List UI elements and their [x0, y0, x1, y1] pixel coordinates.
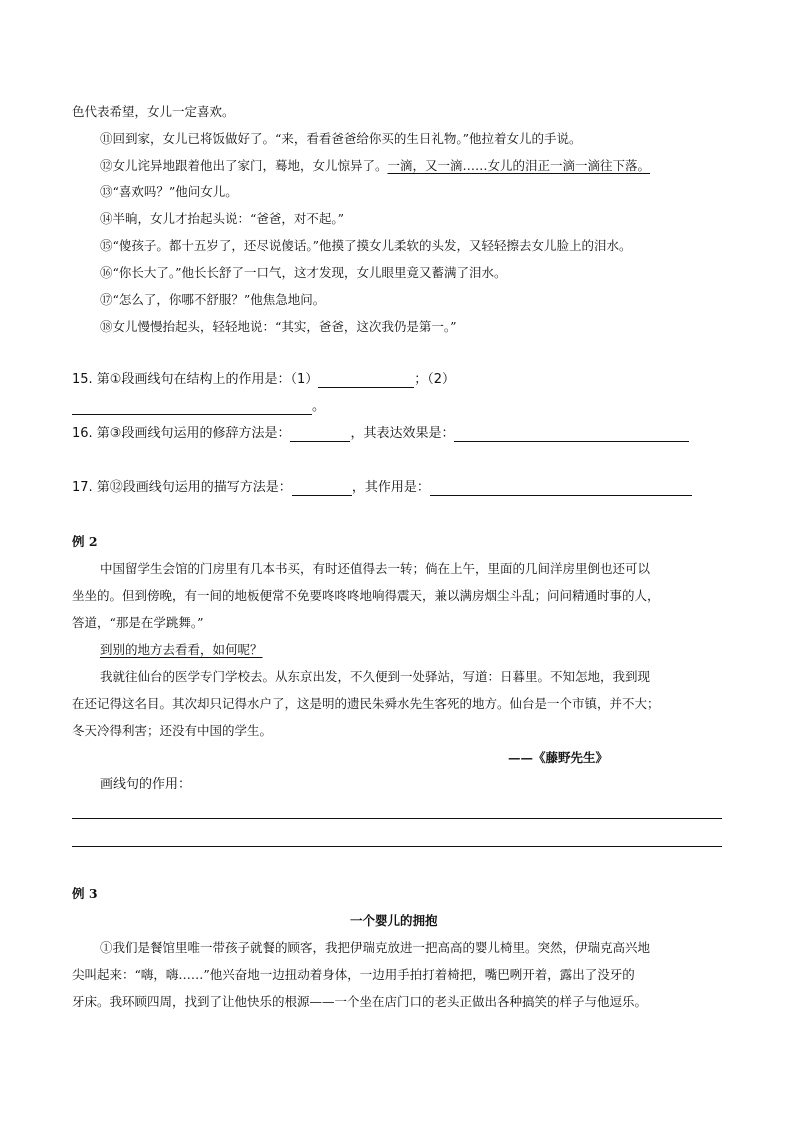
passage-line: 中国留学生会馆的门房里有几本书买，有时还值得去一转；倘在上午，里面的几间洋房里倒也还可以	[100, 561, 651, 576]
passage-line: ①我们是餐馆里唯一带孩子就餐的顾客，我把伊瑞克放进一把高高的婴儿椅里。突然，伊瑞克高兴地	[100, 940, 651, 955]
answer-blank[interactable]	[290, 427, 350, 442]
question-text: 17. 第⑫段画线句运用的描写方法是：	[72, 480, 292, 495]
underlined-sentence: 一滴，又一滴……女儿的泪正一滴一滴往下落。	[387, 158, 651, 173]
question-text: ，其作用是：	[351, 480, 430, 495]
passage-line: 坐坐的。但到傍晚，有一间的地板便常不免要咚咚咚地响得震天，兼以满房烟尘斗乱；问问精通时事的人，	[72, 588, 660, 603]
question-15-continued	[72, 399, 325, 415]
answer-line[interactable]	[72, 846, 722, 847]
question-15	[72, 372, 455, 388]
story-line: ⑭半晌，女儿才抬起头说：“爸爸，对不起。”	[100, 211, 345, 226]
story-line	[100, 158, 650, 174]
example-3-heading: 例 3	[72, 886, 98, 901]
passage-line: 牙床。我环顾四周，找到了让他快乐的根源——一个坐在店门口的老头正做出各种搞笑的样子与他逗乐。	[72, 994, 648, 1009]
question-text: 16. 第③段画线句运用的修辞方法是：	[72, 426, 291, 441]
story-line: ⑮“傻孩子。都十五岁了，还尽说傻话。”他摸了摸女儿柔软的头发，又轻轻擦去女儿脸上的泪水。	[100, 238, 632, 253]
passage-line: 我就往仙台的医学专门学校去。从东京出发，不久便到一处驿站，写道：日暮里。不知怎地，我到现	[100, 669, 651, 684]
answer-prompt: 画线句的作用：	[100, 777, 192, 792]
story-line: ⑱女儿慢慢抬起头，轻轻地说：“其实，爸爸，这次我仍是第一。”	[100, 319, 457, 334]
story-line: ⑯“你长大了。”他长长舒了一口气，这才发现，女儿眼里竟又蓄满了泪水。	[100, 265, 507, 280]
passage-line: 冬天冷得利害；还没有中国的学生。	[72, 723, 273, 738]
answer-blank[interactable]	[72, 400, 312, 415]
answer-blank[interactable]	[430, 481, 692, 496]
question-text: ，其表达效果是：	[350, 426, 455, 441]
passage-title: 一个婴儿的拥抱	[350, 913, 438, 928]
answer-blank[interactable]	[292, 481, 352, 496]
example-2-heading: 例 2	[72, 534, 98, 549]
question-text: ；（2）	[414, 372, 456, 387]
story-text: ⑫女儿诧异地跟着他出了家门，蓦地，女儿惊异了。	[100, 158, 388, 173]
story-line: ⑪回到家，女儿已将饭做好了。“来，看看爸爸给你买的生日礼物。”他拉着女儿的手说。	[100, 131, 582, 146]
passage-line: 尖叫起来：“嗨，嗨……”他兴奋地一边扭动着身体，一边用手拍打着椅把，嘴巴咧开着，露出了没牙的	[72, 967, 635, 982]
story-line: 色代表希望，女儿一定喜欢。	[72, 104, 235, 119]
answer-blank[interactable]	[454, 427, 689, 442]
question-16	[72, 426, 689, 442]
answer-blank[interactable]	[318, 373, 414, 388]
underlined-sentence: 到别的地方去看看，如何呢？	[100, 642, 263, 657]
answer-line[interactable]	[72, 818, 722, 819]
story-line: ⑰“怎么了，你哪不舒服？”他焦急地问。	[100, 292, 326, 307]
passage-line: 答道，“那是在学跳舞。”	[72, 615, 204, 630]
passage-line: 在还记得这名目。其次却只记得水户了，这是明的遗民朱舜水先生客死的地方。仙台是一个市镇，并不大；	[72, 696, 660, 711]
source-citation: ——《藤野先生》	[508, 750, 609, 765]
question-text: 。	[312, 399, 326, 414]
question-17	[72, 480, 692, 496]
question-text: 15. 第①段画线句在结构上的作用是：（1）	[72, 372, 319, 387]
story-line: ⑬“喜欢吗？”他问女儿。	[100, 184, 238, 199]
